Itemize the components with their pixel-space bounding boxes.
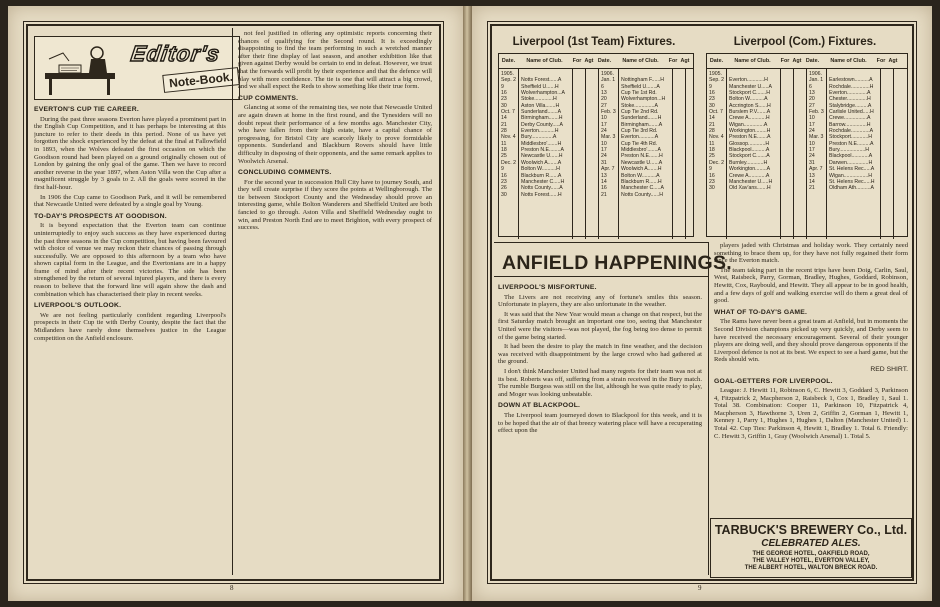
- fixture-club: Bury...............A: [521, 134, 557, 141]
- fixture-club: Woolwich A.......A: [521, 159, 562, 166]
- fixture-goals-against: [588, 192, 597, 198]
- fixture-date: Sep. 2: [501, 77, 516, 84]
- fixture-club: Manchester U.....A: [729, 83, 772, 90]
- article-paragraph: The Liverpool team journeyed down to Blackpool for this week, and it is to be hoped that the air of that breezy watering place will have a recuperating effect upon the: [498, 411, 702, 435]
- section-heading: EVERTON'S CUP TIE CAREER.: [34, 106, 139, 113]
- fixture-club: Stoke..............A: [621, 102, 658, 109]
- fixture-date: 27: [601, 102, 607, 109]
- fixture-club: Manchester C.....H: [521, 178, 565, 185]
- article-paragraph: players jaded with Christmas and holiday work. They certainly need something to brace them up, for they have not fully regained their form since the Everton match.: [714, 242, 908, 265]
- fixture-date: Mar. 3: [809, 134, 824, 141]
- fixture-club: Nottingham F......H: [621, 77, 664, 84]
- goal-getters-list: League: J. Hewitt 11, Robinson 6, C. Hewitt 3, Goddard 3, Parkinson 4, Fitzpatrick 2, Macpherson 2, Raisbeck 1, Cox 1, Bradley 1, Saul 1. Total 38. Combination: Cooper 11, Parkinson 10, Fitzpatrick 4, Macpherson 3, Hawthorne 3, Uren 2, Griffin 2, Gorman 1, Hewitt 1, Kenney 1, Parry 1, Hughes 1, Hughes 1, Dalton (Manchester United) 1. Total 42. Cup Ties: Parkinson 4, Hewitt 1, Bradley 1. Total 6. Friendly: C. Hewitt 3, Griffin 1, Gray (Woolwich Arsenal) 1. Total 5.: [714, 387, 908, 440]
- fixture-date-column: [807, 69, 827, 239]
- fixtures-half-left: [707, 69, 807, 239]
- fixture-club: Wigan..............A: [729, 121, 768, 128]
- fixture-club: Sheffield U.......A: [621, 83, 660, 90]
- right-page: [472, 6, 932, 601]
- article-paragraph: It was said that the New Year would mean a change on that respect, but the first Saturday match brought an important one too, seeing that Manchester United were the visitors—was not played, the fog being too dense to permit of the game being started.: [498, 310, 702, 341]
- fixture-date: 18: [709, 147, 715, 154]
- article-paragraph: For the second year in succession Hull City have to journey South, and they will create surprise if they score the points at Wellingborough. The tie between Stockport County and the Wednesday should prove an interesting game, while Bolton Wanderers and Sheffield United are both fancied to go through. Aston Villa and Sheffield Wednesday ought to win, and Preston North End are to meet Brighton, with every prospect of success.: [238, 178, 432, 232]
- article-paragraph: The Rams have never been a great team at Anfield, but in moments the Second Division champions picked up very quickly, and Derby seem to have received the necessary encouragement. Several of their younger players are doing well, and they should prove dangerous opponents if the Liverpool defence is not at its best. We expect to see a hard game, but the Reds should win.: [714, 318, 908, 364]
- fixture-date-column: [599, 69, 619, 239]
- book-spine: [463, 6, 472, 601]
- fixture-goals-against: [688, 192, 697, 198]
- fixture-date: 28: [709, 128, 715, 135]
- fixture-date: Oct. 7: [709, 109, 723, 116]
- fixture-date: 30: [501, 102, 507, 109]
- fixture-club: Burslem P.V.......A: [729, 109, 771, 116]
- fixture-date-column: [707, 69, 727, 239]
- fixture-date: 28: [501, 128, 507, 135]
- article-paragraph: It had been the desire to play the match in fine weather, and the decision was received with disappointment by the large crowd who had gathered at the ground.: [498, 343, 702, 366]
- fixtures-half-right: [807, 69, 906, 239]
- fixture-club-column: [827, 69, 881, 239]
- fixture-club: Preston N.E.......H: [621, 153, 663, 160]
- fixture-club: Crewe A............H: [729, 115, 770, 122]
- fixture-club: Stockport C.......H: [729, 90, 770, 97]
- fixture-goals-for: [883, 185, 892, 191]
- fixture-date: 14: [809, 178, 815, 185]
- fixture-date: 25: [709, 153, 715, 160]
- fixture-club: Everton..............A: [829, 90, 871, 97]
- fixtures-header-cell: Name of Club.: [830, 57, 867, 64]
- fixture-goals-for: [675, 192, 684, 198]
- fixture-date: 20: [809, 96, 815, 103]
- advert-address-3: THE ALBERT HOTEL, WALTON BRECK ROAD.: [744, 565, 878, 571]
- fixture-club: Wigan.................H: [829, 172, 872, 179]
- fixture-club: Middlesbro'.......A: [621, 147, 661, 154]
- fixture-club: Crewe A............A: [729, 172, 770, 179]
- fixture-goals-against-column: [894, 69, 906, 239]
- fixture-club: Stockport............H: [829, 134, 872, 141]
- fixture-date: Oct. 7: [501, 109, 515, 116]
- article-paragraph: The Livers are not receiving any of fortune's smiles this season. Unfortunate in players, they are also unfortunate in the weather.: [498, 293, 702, 309]
- fixtures-half-right: [599, 69, 698, 239]
- fixtures-header-cell: Agt: [792, 57, 802, 64]
- masthead-title: Editor's: [129, 41, 222, 66]
- right-column-divider: [708, 242, 709, 575]
- combination-fixtures-title: Liverpool (Com.) Fixtures.: [733, 36, 877, 48]
- fixture-goals-for-column: [673, 69, 686, 239]
- article-paragraph: The team taking part in the recent trips have been Doig, Carlin, Saul, West, Raisbeck, Parry, Gorman, Bradley, Hughes, Goddard, Robinson, Hewitt, Cox, Raybould, and Hewitt. They all appear to be in good health, and a few days of golf and walking exercise will do them a great deal of good.: [714, 266, 908, 305]
- fixtures-header-cell: Agt: [584, 57, 594, 64]
- fixture-date: 30: [501, 191, 507, 198]
- fixture-goals-against: [896, 185, 905, 191]
- left-column-2: [238, 30, 432, 575]
- fixture-club: Barrow...............H: [829, 121, 871, 128]
- fixture-club: Preston N.E........A: [521, 147, 564, 154]
- fixture-date: 18: [501, 147, 507, 154]
- left-column-divider: [232, 28, 233, 575]
- fixture-club: Chester..............H: [829, 96, 871, 103]
- fixtures-header-cell: Date.: [709, 57, 724, 64]
- fixture-date: 14: [601, 178, 607, 185]
- anfield-happenings-title: ANFIELD HAPPENINGS.: [502, 252, 732, 274]
- fixtures-header-cell: Name of Club.: [622, 57, 659, 64]
- article-paragraph: Glancing at some of the remaining ties, we note that Newcastle United are again drawn at home in the first round, and the Tynesiders will no doubt repeat their performance of a few months ago. Manchester City, who have fallen from their high estate, have a capital chance of progressing, for Bristol City are scarcely likely to prove formidable opponents. Sunderland and Blackburn Rovers should have little difficulty in disposing of their opponents, and the same remark applies to Woolwich Arsenal.: [238, 104, 432, 165]
- fixtures-header-cell: For: [572, 57, 582, 64]
- left-page-number: 8: [230, 584, 234, 592]
- fixture-date: 31: [809, 159, 815, 166]
- fixture-goals-for-column: [573, 69, 586, 239]
- fixtures-header-cell: Date.: [597, 57, 612, 64]
- fixture-date: 25: [501, 153, 507, 160]
- author-signature: RED SHIRT.: [870, 365, 908, 373]
- fixture-date: 9: [501, 166, 504, 173]
- fixture-date: Apr. 7: [601, 166, 615, 173]
- fixture-date: 1906.: [601, 71, 614, 77]
- fixtures-header-cell: Date.: [805, 57, 820, 64]
- fixture-club-column: [727, 69, 781, 239]
- fixture-date: 10: [601, 115, 607, 122]
- advert-address-2: THE VALLEY HOTEL, EVERTON VALLEY,: [752, 558, 870, 564]
- fixture-date: 16: [709, 90, 715, 97]
- article-paragraph: I don't think Manchester United had many regrets for their team was not at its best. Roberts was off, suffering from a strain received in the Bury match. The rumble Burgess was still on the list, although he was quite ready to play, and Moger was looking unbeatable.: [498, 367, 702, 398]
- fixture-date: 13: [601, 172, 607, 179]
- advert-address-1: THE GEORGE HOTEL, OAKFIELD ROAD,: [752, 551, 870, 557]
- fixture-club: Newcastle U......A: [621, 159, 663, 166]
- fixture-date: 10: [809, 140, 815, 147]
- fixture-club: Sunderland.......A: [521, 109, 562, 116]
- section-heading: CONCLUDING COMMENTS.: [238, 169, 332, 177]
- fixture-date: 13: [809, 172, 815, 179]
- fixture-date: Dec. 2: [709, 159, 724, 166]
- fixture-club: Woolwich A.......H: [621, 166, 662, 173]
- fixture-date: 24: [809, 128, 815, 135]
- fixture-club: Notts County......A: [521, 185, 563, 192]
- fixture-date: 20: [601, 96, 607, 103]
- fixtures-header-cell: For: [876, 57, 886, 64]
- fixture-club: Sunderland.......H: [621, 115, 662, 122]
- fixture-club: Wolverhampton...H: [621, 96, 666, 103]
- fixture-date: 24: [601, 153, 607, 160]
- fixture-club: Everton...........H: [521, 128, 559, 135]
- fixture-date: 1905.: [501, 71, 514, 77]
- fixture-date: 21: [709, 121, 715, 128]
- left-column-1: [34, 102, 226, 572]
- section-heading: DOWN AT BLACKPOOL.: [498, 402, 581, 410]
- fixture-date: 17: [601, 147, 607, 154]
- fixture-club: Blackpool............A: [829, 153, 873, 160]
- fixture-date: Feb. 3: [601, 109, 616, 116]
- goal-getters-heading: GOAL-GETTERS FOR LIVERPOOL.: [714, 377, 833, 385]
- fixtures-header-cell: For: [780, 57, 790, 64]
- fixture-club: Darwen...............H: [829, 159, 873, 166]
- fixture-club: Everton............H: [729, 77, 768, 84]
- fixture-date: Nov. 4: [501, 134, 516, 141]
- fixture-club: Workington........H: [729, 128, 771, 135]
- fixture-date: 16: [501, 90, 507, 97]
- fixture-goals-for-column: [781, 69, 794, 239]
- fixture-club: Blackpool..........A: [729, 147, 770, 154]
- fixture-date: Sep. 2: [709, 77, 724, 84]
- left-page: [8, 6, 463, 601]
- anfield-column-2: [714, 242, 908, 516]
- fixture-date: 16: [501, 172, 507, 179]
- fixture-date: 17: [601, 121, 607, 128]
- fixture-club: Cup Tie 2nd Rd.: [621, 109, 659, 116]
- fixture-date: 9: [709, 83, 712, 90]
- fixture-date: 24: [601, 128, 607, 135]
- fixtures-header-row: [499, 54, 693, 69]
- fixture-goals-for: [575, 192, 584, 198]
- fixture-date: Jan. 1: [809, 77, 824, 84]
- fixture-club: Bolton W..........A: [621, 172, 660, 179]
- fixture-club: Cup Tie 4th Rd.: [621, 140, 658, 147]
- fixture-date: Jan. 1: [601, 77, 616, 84]
- fixture-club: St. Helens Rec.....H: [829, 178, 875, 185]
- fixture-date: Apr. 7: [809, 166, 823, 173]
- fixture-date-column: [499, 69, 519, 239]
- fixture-goals-against-column: [686, 69, 698, 239]
- first-team-fixtures-title: Liverpool (1st Team) Fixtures.: [512, 36, 676, 48]
- section-heading: CUP COMMENTS.: [238, 94, 299, 102]
- fixture-club-column: [619, 69, 673, 239]
- fixture-date: Mar. 3: [601, 134, 616, 141]
- fixtures-header-cell: Name of Club.: [734, 57, 771, 64]
- fixture-date: 11: [709, 140, 715, 147]
- fixture-club: Newcastle U......H: [521, 153, 563, 160]
- fixtures-header-cell: Date.: [501, 57, 516, 64]
- fixture-club: Wolverhampton...A: [521, 90, 566, 97]
- fixture-date: 13: [601, 90, 607, 97]
- fixture-club: St. Helens Rec.....A: [829, 166, 875, 173]
- fixture-date: 13: [809, 90, 815, 97]
- fixture-club: Sheffield U......H: [521, 83, 559, 90]
- fixture-date: 6: [809, 83, 812, 90]
- fixture-date: 21: [809, 185, 815, 192]
- fixture-club: Burnley............H: [729, 159, 768, 166]
- fixture-date: 21: [601, 191, 607, 198]
- fixture-date: 17: [809, 121, 815, 128]
- fixtures-bottom-rule: [494, 242, 708, 243]
- advert-tagline: CELEBRATED ALES.: [761, 538, 861, 549]
- fixture-date: 11: [501, 140, 507, 147]
- fixture-date: 31: [601, 159, 607, 166]
- fixture-club: Bolton W..........A: [729, 96, 768, 103]
- anfield-title-rule: [494, 276, 708, 277]
- fixture-club: Old Xav'ans.......H: [729, 185, 771, 192]
- fixture-club: Crewe................A: [829, 115, 871, 122]
- fixture-club-column: [519, 69, 573, 239]
- fixture-club: Earlestown..........A: [829, 77, 873, 84]
- fixtures-header-cell: Agt: [888, 57, 898, 64]
- fixture-date: 23: [501, 178, 507, 185]
- fixture-date: 10: [809, 115, 815, 122]
- fixture-club: Manchester C.....A: [621, 185, 664, 192]
- fixture-club: Notts Forest......A: [521, 77, 562, 84]
- fixture-date: Dec. 2: [501, 159, 516, 166]
- fixture-date: 24: [809, 153, 815, 160]
- fixture-date: 10: [601, 140, 607, 147]
- article-paragraph: We are not feeling particularly confident regarding Liverpool's prospects in their Cup tie with Derby County, despite the fact that the Midlanders have rarely done themselves justice in the League competition on the Anfield enclosure.: [34, 311, 226, 342]
- fixture-club: Middlesbro'.......H: [521, 140, 562, 147]
- masthead-subtitle: Note-Book.: [162, 67, 239, 93]
- first-team-fixtures-table: [498, 53, 694, 237]
- article-paragraph: It is beyond expectation that the Everton team can continue uninterruptedly to enjoy such success as they have experienced during the past three seasons in the Cup competition, but having been favoured with choice of venue we may reckon their chances of passing through successfully. We are opposed to this afternoon by a team who have shown capital form in the League, and the Evertonians are in a happy frame of mind after their recent victories. The side has been strengthened by the return of several injured players, and there is every reason to believe that the forward line will again show the dash and combination which has characterised their play in recent weeks.: [34, 222, 226, 298]
- fixture-club: Blackburn R......H: [621, 178, 662, 185]
- fixture-goals-against-column: [586, 69, 598, 239]
- fixtures-header-row: [707, 54, 907, 69]
- fixture-date: 14: [709, 115, 715, 122]
- section-heading: LIVERPOOL'S OUTLOOK.: [34, 302, 122, 310]
- fixture-date: 1905.: [709, 71, 722, 77]
- fixture-date: 26: [501, 185, 507, 192]
- fixture-club: Accrington S......H: [729, 102, 771, 109]
- fixture-club: Rochdale.............H: [829, 83, 874, 90]
- fixture-date: 23: [501, 96, 507, 103]
- editor-at-desk-illustration: [39, 39, 129, 97]
- fixture-goals-for-column: [881, 69, 894, 239]
- fixture-date: 1906.: [809, 71, 822, 77]
- fixtures-header-cell: Name of Club.: [526, 57, 563, 64]
- article-paragraph: In 1906 the Cup came to Goodison Park, and it will be remembered that Newcastle United were defeated by a single goal by Young.: [34, 193, 226, 209]
- fixture-club: Birmingham.......H: [521, 115, 563, 122]
- fixture-date: 27: [809, 102, 815, 109]
- fixtures-header-cell: Agt: [680, 57, 690, 64]
- fixture-club: Cup Tie 3rd Rd.: [621, 128, 658, 135]
- article-paragraph: During the past three seasons Everton have played a prominent part in the English Cup Competition, and it has perhaps be interesting at this juncture to refer to their deeds in this period. None of us have yet forgotten the shock experienced by the defeat at the final at Fallowfield in 1893, when the Wolves defeated the first occasion on which the Goodison round had been played on a ground originally chosen out of London by gaining the only goal of the game. Then we have to record another reverse in the year 1897, when Aston Villa won the Cup after a magnificent struggle by 3 goals to 2. All the goals were scored in the first half-hour.: [34, 115, 226, 191]
- fixture-club: Notts County......H: [621, 191, 663, 198]
- section-heading: TO-DAY'S PROSPECTS AT GOODISON.: [34, 212, 167, 220]
- fixture-club: Derby County.....A: [521, 121, 563, 128]
- section-heading: LIVERPOOL'S MISFORTUNE.: [498, 284, 597, 291]
- fixture-goals-against-column: [794, 69, 806, 239]
- right-page-number: 9: [698, 584, 702, 592]
- fixture-club: Rochdale.............A: [829, 128, 874, 135]
- fixtures-header-cell: For: [668, 57, 678, 64]
- advert-company: TARBUCK'S BREWERY Co., Ltd.: [714, 523, 908, 537]
- anfield-column-1: [498, 280, 702, 575]
- fixture-date: 17: [809, 147, 815, 154]
- fixture-date: 16: [709, 172, 715, 179]
- fixture-goals-for: [783, 185, 792, 191]
- section-heading: WHAT OF TO-DAY'S GAME.: [714, 308, 808, 316]
- tarbucks-brewery-advert: [710, 518, 912, 578]
- fixture-date: 14: [501, 115, 507, 122]
- fixture-club: Stockport C.......A: [729, 153, 770, 160]
- fixture-club: Workington........A: [729, 166, 771, 173]
- fixture-date: 30: [709, 185, 715, 192]
- fixture-date: 23: [709, 178, 715, 185]
- fixture-date: 9: [709, 166, 712, 173]
- fixture-date: 6: [601, 83, 604, 90]
- fixture-date: 9: [501, 83, 504, 90]
- fixture-club: Manchester U.....H: [729, 178, 773, 185]
- fixture-date: 16: [601, 185, 607, 192]
- fixture-club: Everton...........A: [621, 134, 659, 141]
- combination-fixtures-table: [706, 53, 908, 237]
- fixture-date: Nov. 4: [709, 134, 724, 141]
- fixture-club: Stalybridge.........A: [829, 102, 872, 109]
- fixture-club: Aston Villa.......H: [521, 102, 560, 109]
- fixtures-half-left: [499, 69, 599, 239]
- fixture-club: Birmingham.......A: [621, 121, 663, 128]
- fixture-date: 23: [709, 96, 715, 103]
- fixture-club: Stoke.............H: [521, 96, 557, 103]
- fixture-club: Cup Tie 1st Rd.: [621, 90, 657, 97]
- fixture-club: Preston N.E.......A: [729, 134, 771, 141]
- fixture-club: Notts Forest......H: [521, 191, 562, 198]
- fixture-club: Glossop............H: [729, 140, 770, 147]
- article-paragraph: not feel justified in offering any optimistic reports concerning their chances of qualifying for the Second round. It is exceedingly disappointing to find the team performing in such a wretched manner after their fine display of last season, and another exhibition like that given against Derby would be certain to end in defeat. However, we trust that the forwards will profit by their experience and that the defence will play with more confidence. The tie is one that will attract a big crowd, and we shall expect the Reds to show something like their true form.: [238, 30, 432, 91]
- editors-notebook-masthead: [34, 36, 240, 100]
- fixture-club: Carlisle United.....H: [829, 109, 874, 116]
- fixture-date: Feb. 3: [809, 109, 824, 116]
- fixture-club: Preston N.E.........A: [829, 140, 874, 147]
- fixture-date: 30: [709, 102, 715, 109]
- fixture-date: 21: [501, 121, 507, 128]
- fixture-club: Oldham Ath..........A: [829, 185, 874, 192]
- fixture-goals-against: [796, 185, 805, 191]
- fixture-club: Bury..................H: [829, 147, 869, 154]
- fixture-club: Blackburn R......A: [521, 172, 562, 179]
- fixture-club: Bolton W..........H: [521, 166, 560, 173]
